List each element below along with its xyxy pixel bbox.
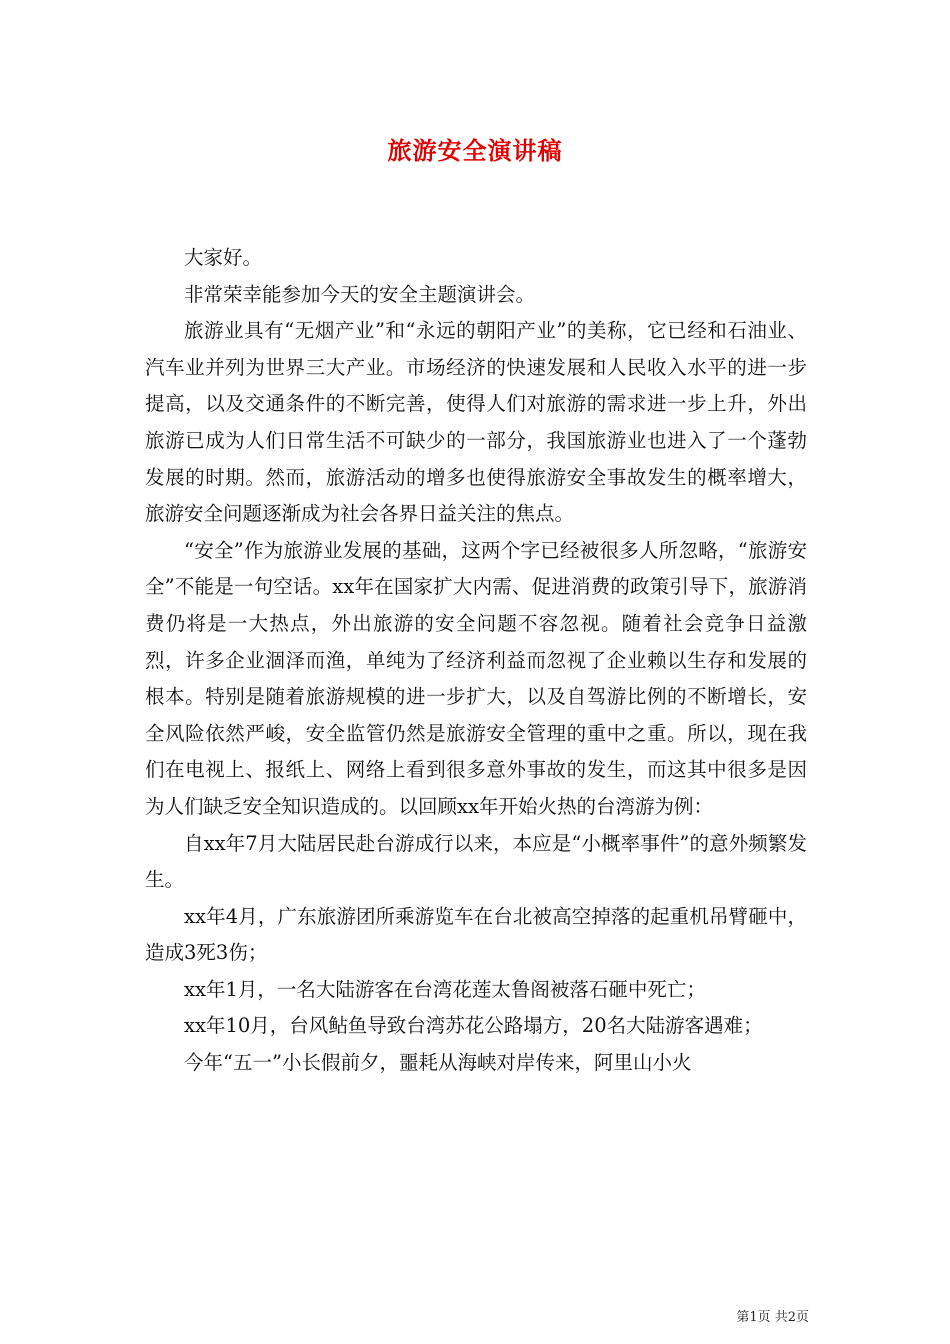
page-number: 第1页 共2页 [736,1310,809,1325]
paragraph-incident-april: xx年4月，广东旅游团所乘游览车在台北被高空掉落的起重机吊臂砸中，造成3死3伤； [145,904,807,965]
paragraph-greeting: 大家好。 [184,246,263,269]
paragraph-safety-foundation: “安全”作为旅游业发展的基础，这两个字已经被很多人所忽略，“旅游安全”不能是一句空话。xx年在国家扩大内需、促进消费的政策引导下，旅游消费仍将是一大热点，外出旅游的安全问题不容忽视。随着社会竞争日益激烈，许多企业涸泽而渔，单纯为了经济利益而忽视了企业赖以生存和发展的根本。特别是随着旅游规模的进一步扩大，以及自驾游比例的不断增长，安全风险依然严峻，安全监管仍然是旅游安全管理的重中之重。所以，现在我们在电视上、报纸上、网络上看到很多意外事故的发生，而这其中很多是因为人们缺乏安全知识造成的。以回顾xx年开始火热的台湾游为例： [145,538,807,818]
paragraph-incident-october: xx年10月，台风鲇鱼导致台湾苏花公路塌方，20名大陆游客遇难； [184,1014,763,1038]
paragraph-taiwan-tours: 自xx年7月大陆居民赴台游成行以来，本应是“小概率事件”的意外频繁发生。 [145,831,807,892]
paragraph-may-day: 今年“五一”小长假前夕，噩耗从海峡对岸传来，阿里山小火 [184,1051,692,1075]
paragraph-incident-january: xx年1月，一名大陆游客在台湾花莲太鲁阁被落石砸中死亡； [184,977,706,1001]
document-body [145,240,807,1082]
paragraph-tourism-industry: 旅游业具有“无烟产业”和“永远的朝阳产业”的美称，它已经和石油业、汽车业并列为世界三大产业。市场经济的快速发展和人民收入水平的进一步提高，以及交通条件的不断完善，使得人们对旅游的需求进一步上升，外出旅游已成为人们日常生活不可缺少的一部分，我国旅游业也进入了一个蓬勃发展的时期。然而，旅游活动的增多也使得旅游安全事故发生的概率增大，旅游安全问题逐渐成为社会各界日益关注的焦点。 [145,319,807,526]
paragraph-intro: 非常荣幸能参加今天的安全主题演讲会。 [184,282,536,306]
document-title: 旅游安全演讲稿 [387,136,563,165]
